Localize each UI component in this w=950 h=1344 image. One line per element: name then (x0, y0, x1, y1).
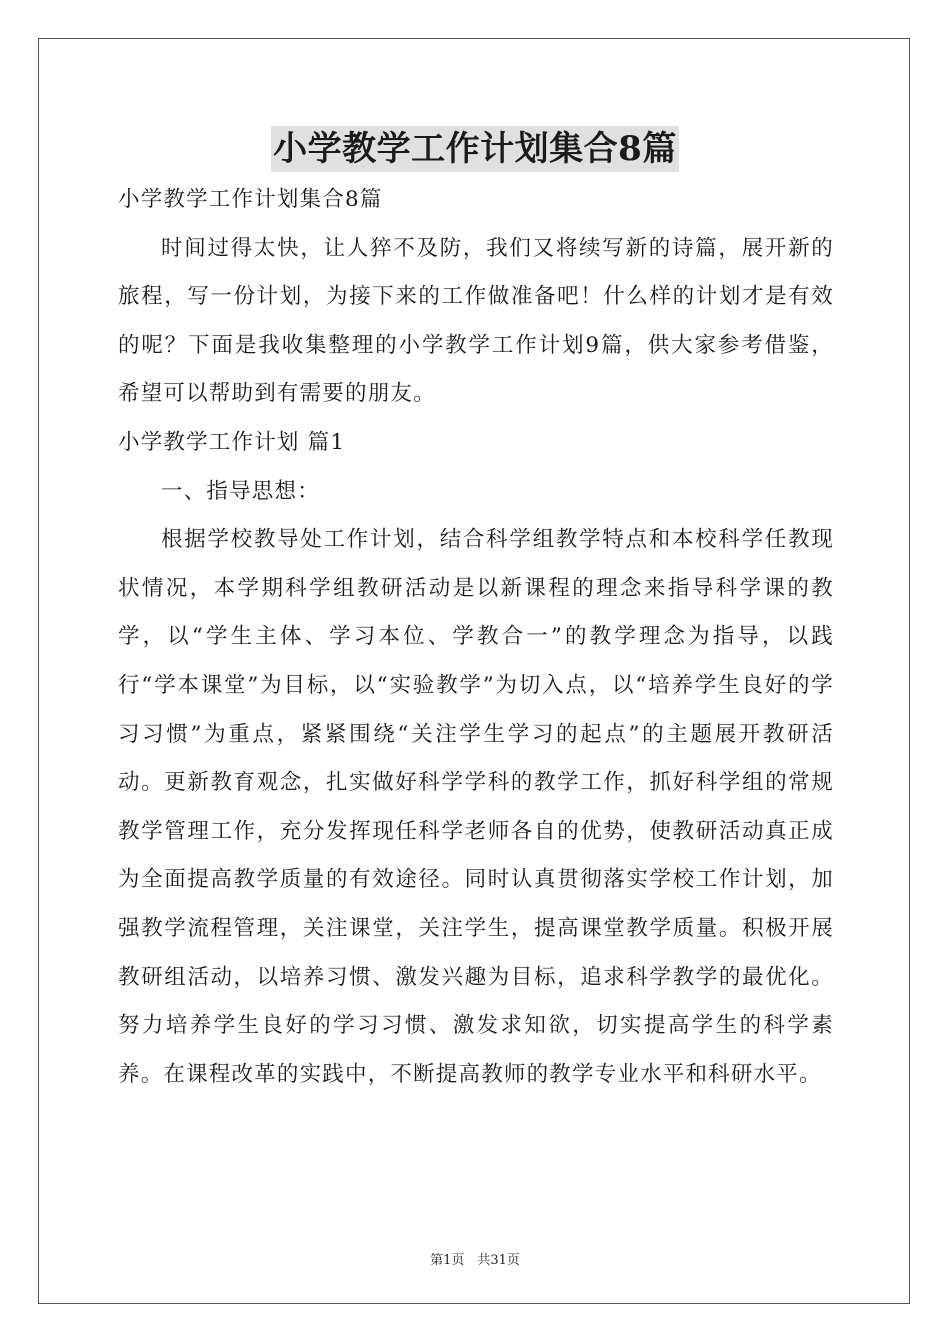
title-container (0, 126, 950, 172)
subheading: 一、指导思想： (161, 478, 320, 504)
document-subtitle: 小学教学工作计划集合8篇 (118, 187, 383, 212)
body-paragraph: 根据学校教导处工作计划，结合科学组教学特点和本校科学任教现状情况，本学期科学组教研活动是以新课程的理念来指导科学课的教学，以“学生主体、学习本位、学教合一”的教学理念为指导，以践行“学本课堂”为目标，以“实验教学”为切入点，以“培养学生良好的学习习惯”为重点，紧紧围绕“关注学生学习的起点”的主题展开教研活动。更新教育观念，扎实做好科学学科的教学工作，抓好科学组的常规教学管理工作，充分发挥现任科学老师各自的优势，使教研活动真正成为全面提高教学质量的有效途径。同时认真贯彻落实学校工作计划，加强教学流程管理，关注课堂，关注学生，提高课堂教学质量。积极开展教研组活动，以培养习惯、激发兴趣为目标，追求科学教学的最优化。努力培养学生良好的学习习惯、激发求知欲，切实提高学生的科学素养。在课程改革的实践中，不断提高教师的教学专业水平和科研水平。 (118, 527, 834, 1087)
intro-paragraph: 时间过得太快，让人猝不及防，我们又将续写新的诗篇，展开新的旅程，写一份计划，为接下来的工作做准备吧！什么样的计划才是有效的呢？下面是我收集整理的小学教学工作计划9篇，供大家参考借鉴，希望可以帮助到有需要的朋友。 (118, 235, 834, 407)
section-heading: 小学教学工作计划 篇1 (118, 429, 346, 455)
document-body (118, 176, 834, 1099)
document-title: 小学教学工作计划集合8篇 (271, 126, 679, 172)
page-number-footer: 第1页 共31页 (430, 1253, 520, 1268)
